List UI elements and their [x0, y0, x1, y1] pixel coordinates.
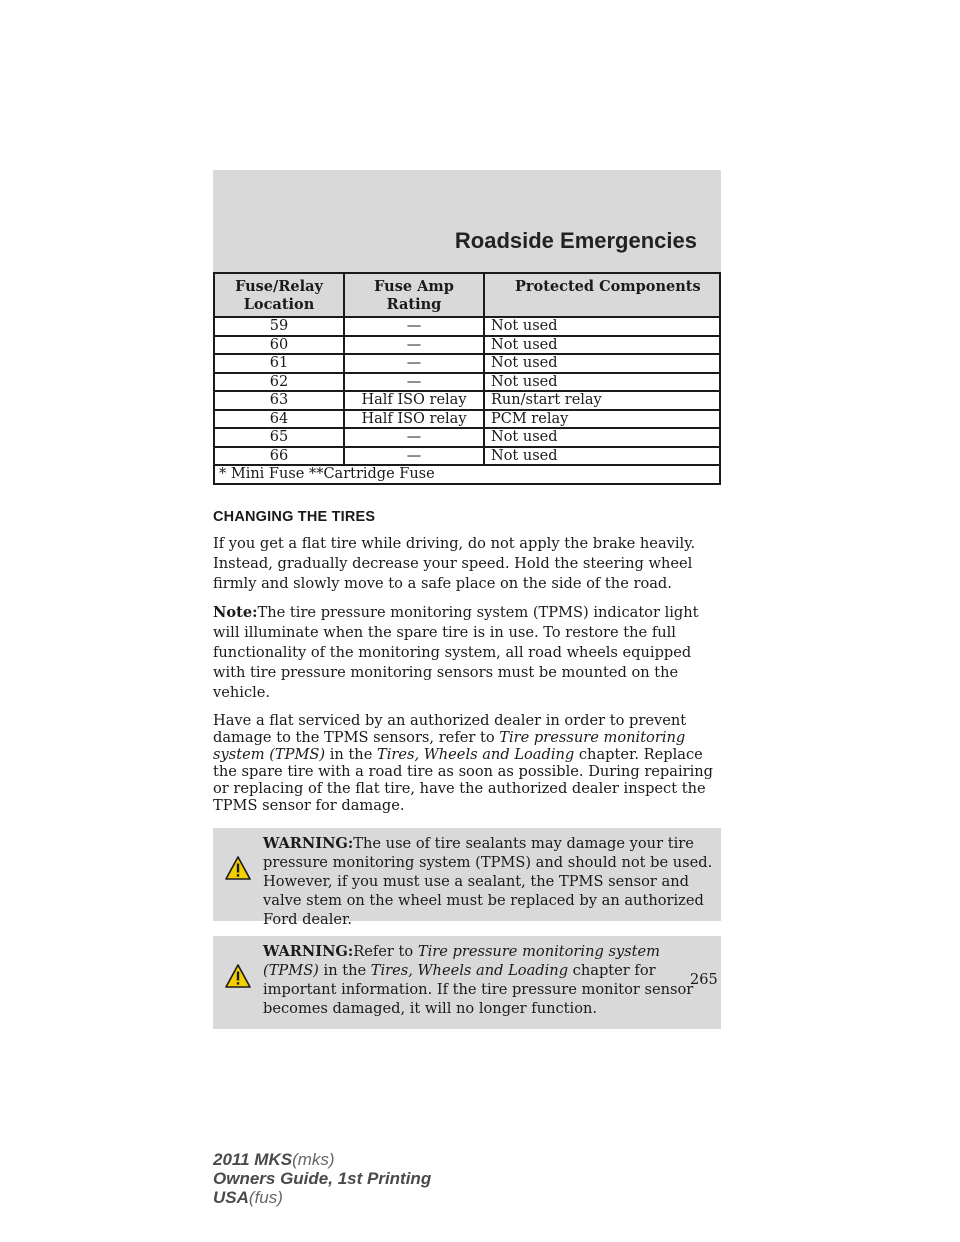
reference-link: Tires, Wheels and Loading: [370, 962, 569, 979]
table-row: [214, 373, 720, 392]
table-cell: —: [344, 317, 484, 336]
table-cell: Half ISO relay: [344, 410, 484, 429]
warning-label: WARNING:: [263, 835, 354, 852]
table-cell: Not used: [484, 428, 720, 447]
footer-edition: Owners Guide, 1st Printing: [213, 1169, 432, 1188]
footer-region-code: (fus): [248, 1188, 283, 1207]
table-row: [214, 354, 720, 373]
page-number: 265: [690, 972, 718, 988]
table-cell: 64: [214, 410, 344, 429]
warning-box: [213, 828, 721, 928]
table-cell: Not used: [484, 354, 720, 373]
table-cell: —: [344, 373, 484, 392]
table-cell: 65: [214, 428, 344, 447]
main-content: [213, 507, 721, 1044]
text: Have a flat serviced by an authorized dealer in order to prevent damage to the TPMS sensors, refer to: [213, 712, 687, 746]
column-header: Protected Components: [484, 273, 720, 317]
table-cell: Not used: [484, 447, 720, 466]
warning-text: [218, 834, 713, 929]
warning-label: WARNING:: [263, 943, 354, 960]
reference-link: Tires, Wheels and Loading: [376, 746, 575, 763]
footer-line: [213, 1169, 431, 1188]
note-paragraph: [213, 603, 721, 703]
note-text: The tire pressure monitoring system (TPMS) indicator light will illuminate when the spare tire is in use. To restore the full functionality of the monitoring system, all road wheels equipped with tire pressure monitoring sensors must be mounted on the vehicle.: [213, 604, 699, 701]
paragraph: If you get a flat tire while driving, do not apply the brake heavily. Instead, gradually decrease your speed. Hold the steering wheel firmly and slowly move to a safe place on the side of the road.: [213, 535, 696, 592]
table-cell: 61: [214, 354, 344, 373]
table-cell: 63: [214, 391, 344, 410]
table-cell: Not used: [484, 336, 720, 355]
table-cell: 62: [214, 373, 344, 392]
section-heading: CHANGING THE TIRES: [213, 509, 376, 525]
table-cell: 60: [214, 336, 344, 355]
table-footnote: * Mini Fuse **Cartridge Fuse: [214, 465, 720, 484]
paragraph: [213, 712, 721, 814]
text: chapter. Replace the spare tire with a road tire as soon as possible. During repairing or replacing of the flat tire, have the authorized dealer inspect the TPMS sensor for damage.: [213, 746, 714, 814]
table-cell: PCM relay: [484, 410, 720, 429]
column-header: Fuse/Relay Location: [214, 273, 344, 317]
table-cell: 59: [214, 317, 344, 336]
footer-line: [213, 1150, 431, 1169]
text: chapter for important information. If the tire pressure monitor sensor becomes damaged, it will no longer function.: [263, 962, 694, 1017]
table-cell: Half ISO relay: [344, 391, 484, 410]
footer-code: (mks): [292, 1150, 335, 1169]
warning-triangle-icon: [225, 856, 251, 880]
footer-region: USA: [213, 1188, 249, 1207]
table-row: [214, 317, 720, 336]
table-cell: —: [344, 428, 484, 447]
warning-text: [218, 942, 713, 1018]
footer-model: 2011 MKS: [213, 1150, 293, 1169]
text: in the: [325, 746, 377, 763]
reference-link: Tire pressure monitoring system (TPMS): [263, 943, 661, 979]
section-title: Roadside Emergencies: [454, 228, 697, 253]
column-header: Fuse Amp Rating: [344, 273, 484, 317]
table-cell: Not used: [484, 317, 720, 336]
table-cell: —: [344, 447, 484, 466]
table-header-row: [214, 273, 720, 317]
note-label: Note:: [213, 604, 258, 621]
fuse-table: [213, 272, 721, 485]
table-cell: —: [344, 336, 484, 355]
text: in the: [318, 962, 371, 979]
table-cell: Not used: [484, 373, 720, 392]
table-row: [214, 391, 720, 410]
table-row: [214, 336, 720, 355]
header-band: [213, 170, 721, 286]
table-cell: 66: [214, 447, 344, 466]
table-row: [214, 447, 720, 466]
table-row: [214, 410, 720, 429]
table-cell: —: [344, 354, 484, 373]
warning-box: [213, 936, 721, 1029]
table-row: [214, 428, 720, 447]
table-footnote-row: [214, 465, 720, 484]
text: The use of tire sealants may damage your tire pressure monitoring system (TPMS) and should not be used. However, if you must use a sealant, the TPMS sensor and valve stem on the wheel must be replaced by an authorized Ford dealer.: [263, 835, 713, 928]
table-cell: Run/start relay: [484, 391, 720, 410]
reference-link: Tire pressure monitoring system (TPMS): [213, 729, 686, 763]
warning-triangle-icon: [225, 964, 251, 988]
text: Refer to: [353, 943, 418, 960]
footer: [213, 1150, 431, 1207]
footer-line: [213, 1188, 431, 1207]
